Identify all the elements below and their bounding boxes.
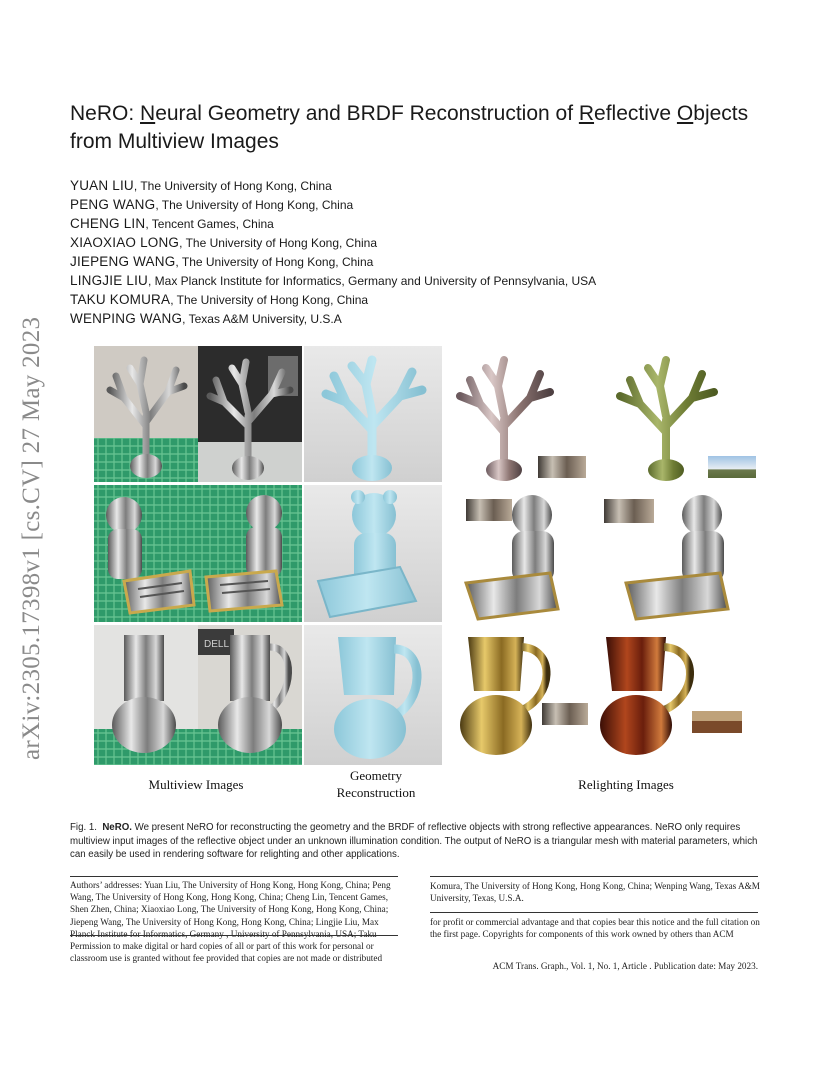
multiview-coral-1: [94, 346, 198, 482]
arxiv-identifier: arXiv:2305.17398v1 [cs.CV] 27 May 2023: [18, 316, 45, 760]
author-entry: JIEPENG WANG, The University of Hong Kong, China: [70, 254, 374, 269]
geometry-pitcher: [304, 625, 442, 765]
author-addresses-continued: Komura, The University of Hong Kong, Hong Kong, China; Wenping Wang, Texas A&M University, Texas, U.S.A.: [430, 881, 760, 904]
author-addresses: Authors’ addresses: Yuan Liu, The University of Hong Kong, Hong Kong, China; Peng Wang, The University of Hong Kong, Hong Kong, China; Cheng Lin, Tencent Games, Shen Zhen, China; Xiaoxiao Long, The University of Hong Kong, Hong Kong, China; Jiepeng Wang, The University of Hong Kong, Hong Kong, China; Lingjie Liu, Max Planck Institute for Informatics, Germany , University of Pennsylvania, USA; Taku: [70, 880, 391, 939]
relit-pitcher-copper: [596, 625, 758, 765]
author-list: [70, 176, 770, 328]
permission-rule-right: [430, 912, 758, 913]
relit-bear-1: [446, 485, 588, 622]
relit-coral-2: [596, 346, 758, 482]
author-entry: LINGJIE LIU, Max Planck Institute for Informatics, Germany and University of Pennsylvania, USA: [70, 273, 597, 288]
multiview-pitcher-1: [94, 625, 198, 765]
permission-notice: Permission to make digital or hard copies of all or part of this work for personal or classroom use is granted without fee provided that copies are not made or distributed: [70, 941, 383, 964]
permission-rule-left: [70, 935, 398, 936]
author-entry: WENPING WANG, Texas A&M University, U.S.A: [70, 311, 342, 326]
author-entry: TAKU KOMURA, The University of Hong Kong, China: [70, 292, 369, 307]
paper-title: NeRO: Neural Geometry and BRDF Reconstruction of Reflective Objects from Multiview Images: [70, 102, 749, 153]
permission-notice-continued: for profit or commercial advantage and that copies bear this notice and the full citation on the first page. Copyrights for components of this work owned by others than ACM: [430, 917, 760, 940]
multiview-pitcher-2: [198, 625, 302, 765]
monitor-brand-label: DELL: [204, 639, 230, 650]
label-multiview-images: Multiview Images: [148, 777, 244, 792]
relit-bear-2: [596, 485, 758, 622]
footnote-rule-left: [70, 876, 398, 877]
geometry-coral: [304, 346, 442, 482]
journal-footer: ACM Trans. Graph., Vol. 1, No. 1, Article . Publication date: May 2023.: [492, 961, 758, 971]
author-entry: XIAOXIAO LONG, The University of Hong Kong, China: [70, 235, 378, 250]
multiview-bear-1: [94, 485, 198, 622]
footnote-rule-right: [430, 876, 758, 877]
figure-caption: Fig. 1. NeRO. We present NeRO for reconstructing the geometry and the BRDF of reflective objects with strong reflective appearances. NeRO only requires multiview input images of the reflective object under an unknown illumination condition. The output of NeRO is a triangular mesh with material parameters, which can easily be used in rendering software for relighting and other applications.: [70, 822, 758, 860]
teaser-figure: [94, 346, 758, 766]
label-relighting-images: Relighting Images: [578, 777, 674, 792]
relit-pitcher-gold: [446, 625, 588, 765]
relit-coral-1: [446, 346, 588, 482]
multiview-bear-2: [198, 485, 302, 622]
label-geometry-reconstruction: Geometry Reconstruction: [336, 768, 416, 800]
author-entry: CHENG LIN, Tencent Games, China: [70, 216, 274, 231]
geometry-bear: [304, 485, 442, 622]
author-entry: YUAN LIU, The University of Hong Kong, China: [70, 178, 332, 193]
multiview-coral-2: [198, 346, 302, 482]
author-entry: PENG WANG, The University of Hong Kong, China: [70, 197, 354, 212]
